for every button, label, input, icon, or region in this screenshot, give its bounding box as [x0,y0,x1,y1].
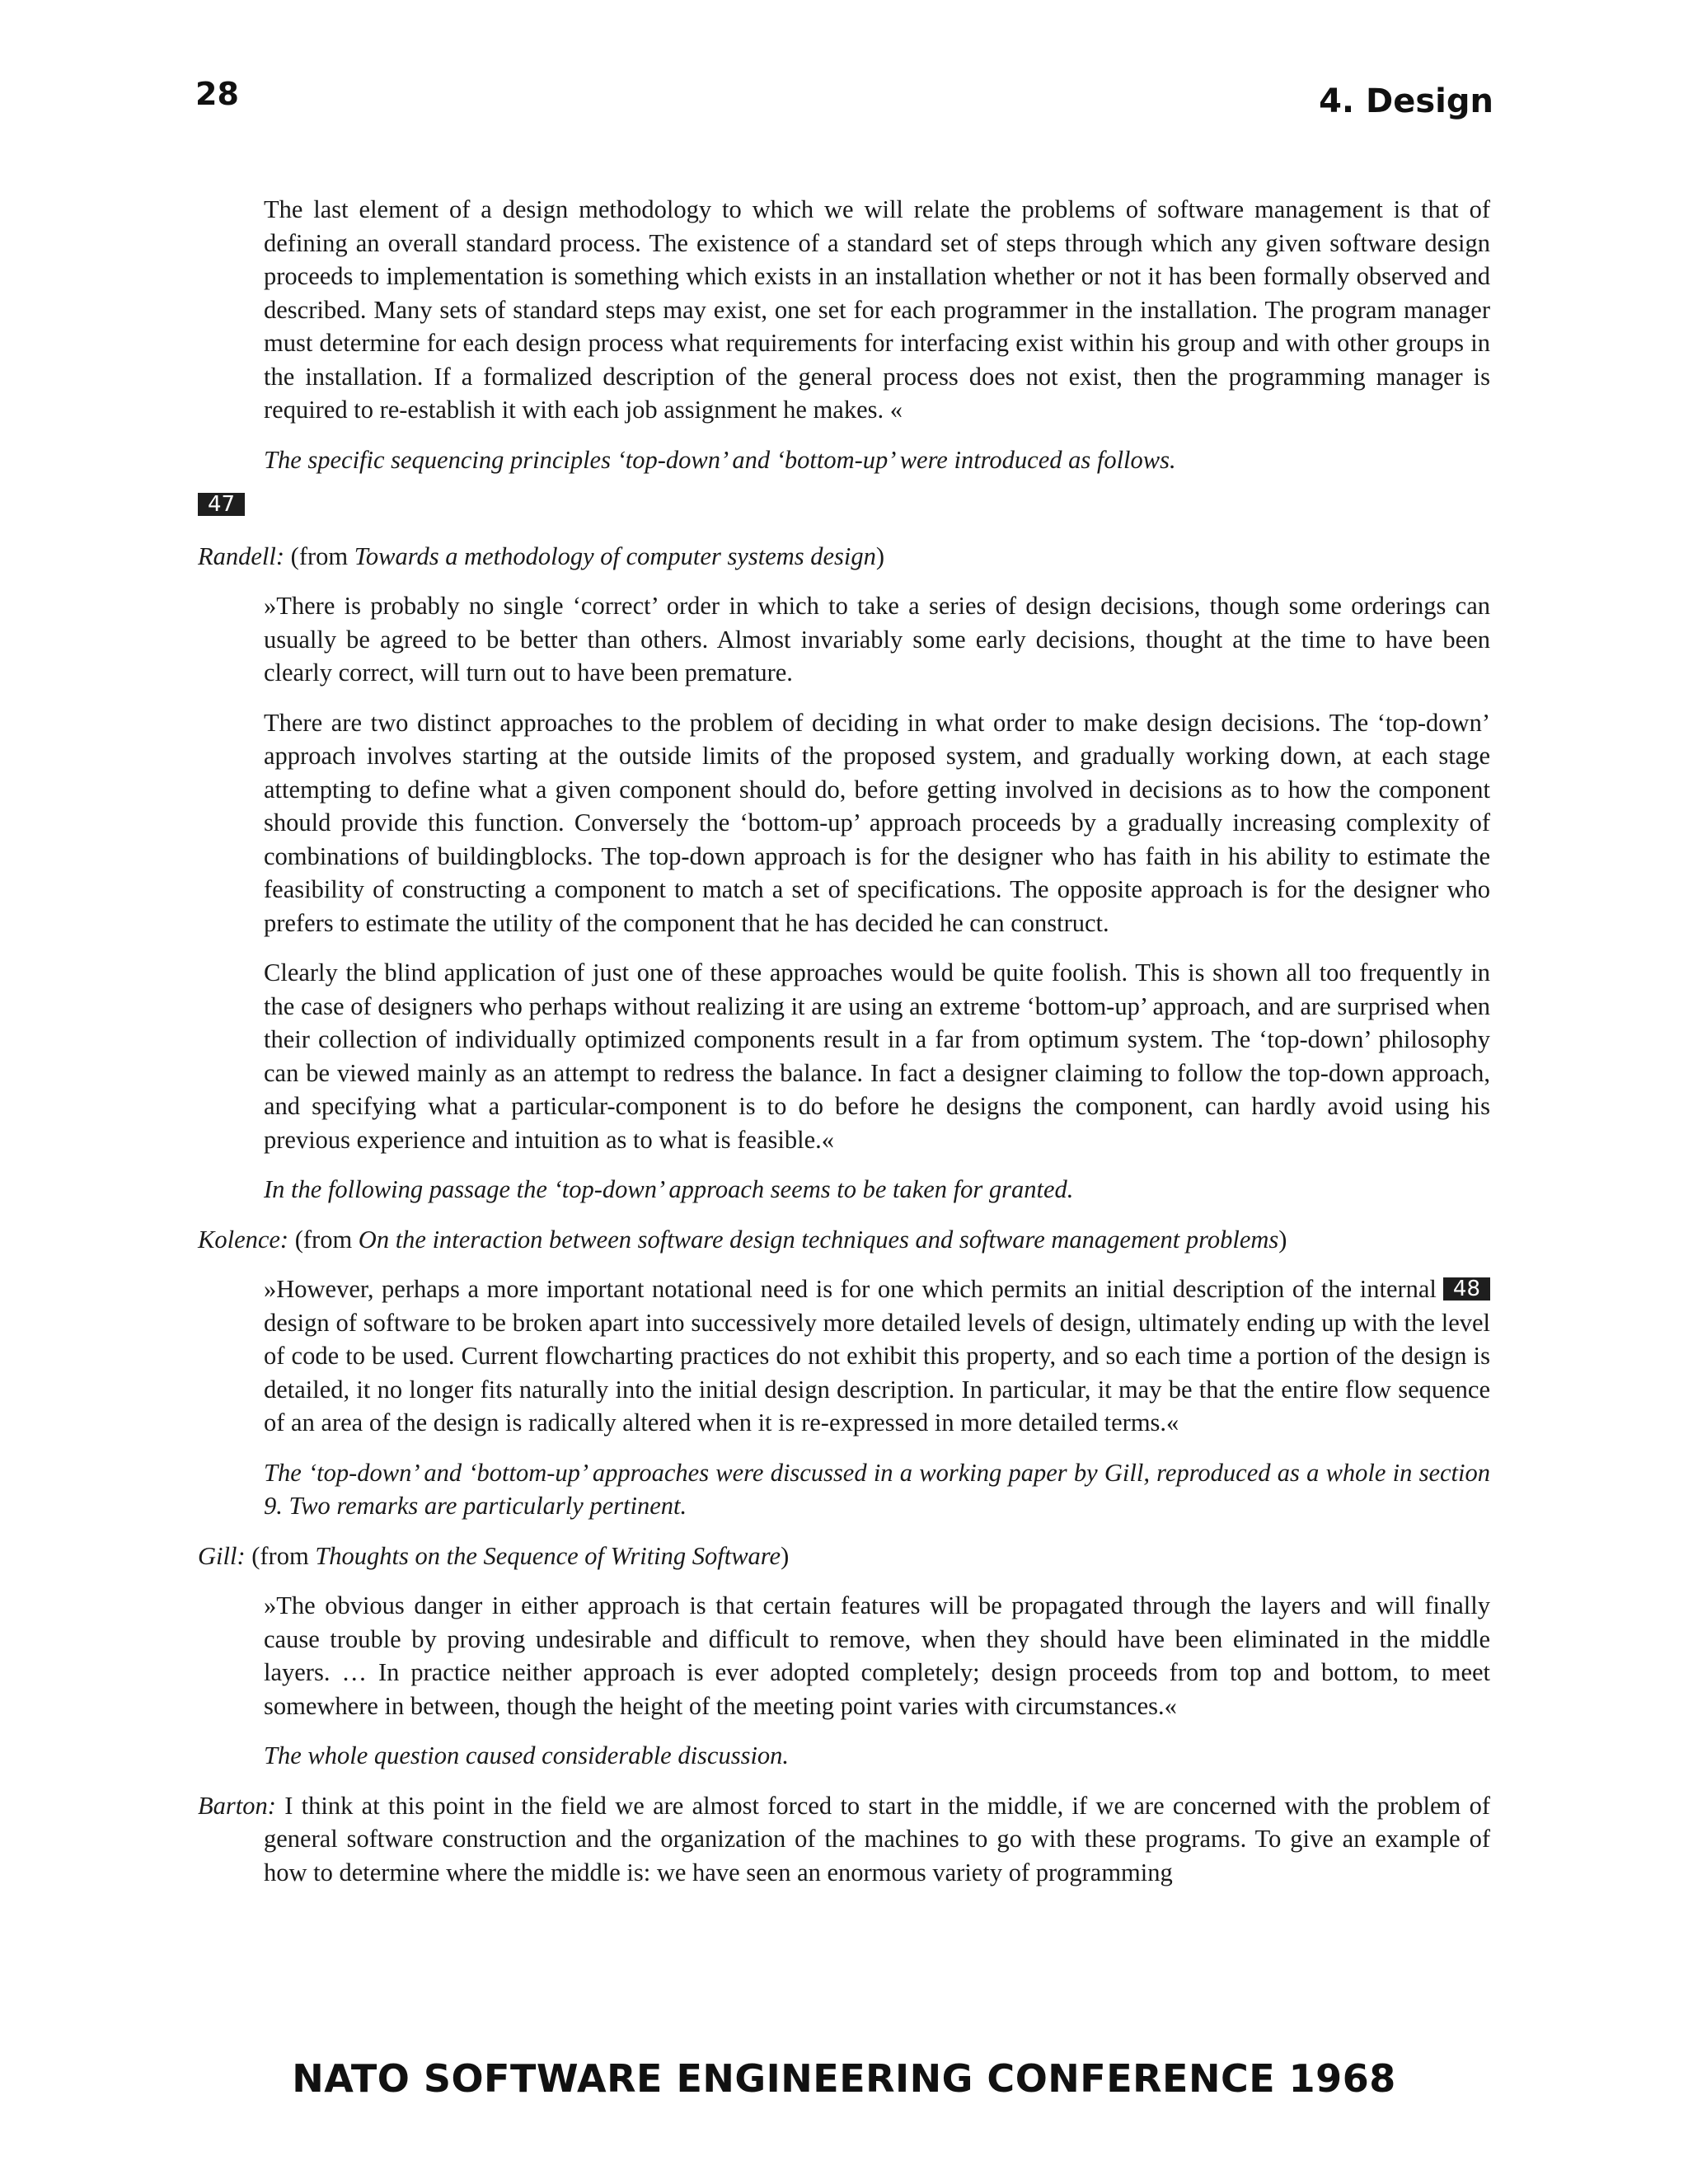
barton-remark [198,1789,1490,1890]
source-title-randell: Towards a methodology of computer systems design [354,541,876,570]
close-paren: ) [875,541,885,570]
conference-footer: NATO SOFTWARE ENGINEERING CONFERENCE 1968 [292,2056,1396,2101]
speaker-kolence: Kolence: [198,1225,289,1254]
from-label: (from [251,1541,316,1570]
source-title-kolence: On the interaction between software design techniques and software management problems [358,1225,1279,1254]
from-label: (from [290,541,354,570]
from-label: (from [294,1225,359,1254]
margin-marker-47: 47 [198,493,245,516]
quote-kolence-text: »However, perhaps a more important notational need is for one which permits an initial description of the internal design of software to be broken apart into successively more detailed levels of design, ultimately ending up with the level of code to be used. Current flowcharting practices do not exhibit this property, and so each time a portion of the design is detailed, it no longer fits naturally into the initial design description. In particular, it may be that the entire flow sequence of an area of the design is radically altered when it is re-expressed in more detailed terms.« [264,1275,1490,1436]
close-paren: ) [1278,1225,1287,1254]
page-number: 28 [195,76,239,112]
body-text [198,193,1490,1905]
source-title-gill: Thoughts on the Sequence of Writing Software [315,1541,781,1570]
quote-randell-2: There are two distinct approaches to the problem of deciding in what order to make design decisions. The ‘top-down’ approach involves starting at the outside limits of the proposed system, and gradually working down, at each stage attempting to define what a given component should do, before getting involved in decisions as to how the component should provide this function. Conversely the ‘bottom-up’ approach proceeds by a gradually increasing complexity of combinations of buildingblocks. The top-down approach is for the designer who has faith in his ability to estimate the feasibility of constructing a component to match a set of specifications. The opposite approach is for the designer who prefers to estimate the utility of the component that he has decided he can construct. [264,708,1490,937]
speaker-barton: Barton: [198,1791,276,1820]
margin-marker-48: 48 [1443,1277,1490,1301]
gill-attribution [198,1540,1490,1573]
intro-gill: The ‘top-down’ and ‘bottom-up’ approaches were discussed in a working paper by Gill, reproduced as a whole in section 9. Two remarks are particularly pertinent. [264,1458,1490,1520]
intro-sequencing: The specific sequencing principles ‘top-down’ and ‘bottom-up’ were introduced as follows. [264,445,1176,474]
speaker-randell: Randell: [198,541,285,570]
paragraph-standard-process: The last element of a design methodology to which we will relate the problems of software management is that of defining an overall standard process. The existence of a standard set of steps through which any given software design proceeds to implementation is something which exists in an installation whether or not it has been formally observed and described. Many sets of standard steps may exist, one set for each programmer in the installation. The program manager must determine for each design process what requirements for interfacing exist within his group and with other groups in the installation. If a formalized description of the general process does not exist, then the programming manager is required to re-establish it with each job assignment he makes. « [264,195,1490,424]
speaker-gill: Gill: [198,1541,246,1570]
quote-kolence [264,1272,1490,1440]
randell-attribution [198,540,1490,574]
intro-discussion: The whole question caused considerable discussion. [264,1741,790,1769]
margin-marker-47-row [198,488,1490,522]
quote-randell-3: Clearly the blind application of just one of these approaches would be quite foolish. This is shown all too frequently in the case of designers who perhaps without realizing it are using an extreme ‘bottom-up’ approach, and are surprised when their collection of individually optimized components result in a far from optimum system. The ‘top-down’ philosophy can be viewed mainly as an attempt to redress the balance. In fact a designer claiming to follow the top-down approach, and specifying what a particular-component is to do before he designs the component, can hardly avoid using his previous experience and intuition as to what is feasible.« [264,958,1490,1154]
quote-gill: »The obvious danger in either approach is that certain features will be propagated through the layers and will finally cause trouble by proving undesirable and difficult to remove, when they should have been eliminated in the middle layers. … In practice neither approach is ever adopted completely; design proceeds from top and bottom, to meet somewhere in between, though the height of the meeting point varies with circumstances.« [264,1591,1490,1720]
chapter-title: 4. Design [1319,82,1493,120]
kolence-attribution [198,1223,1490,1257]
quote-randell-1: »There is probably no single ‘correct’ order in which to take a series of design decisions, though some orderings can usually be agreed to be better than others. Almost invariably some early decisions, thought at the time to have been clearly correct, will turn out to have been premature. [264,592,1490,687]
close-paren: ) [781,1541,790,1570]
barton-text: I think at this point in the field we are almost forced to start in the middle, if we are concerned with the problem of general software construction and the organization of the machines to go with these programs. To give an example of how to determine where the middle is: we have seen an enormous variety of programming [264,1791,1490,1886]
intro-top-down: In the following passage the ‘top-down’ approach seems to be taken for granted. [264,1175,1074,1203]
